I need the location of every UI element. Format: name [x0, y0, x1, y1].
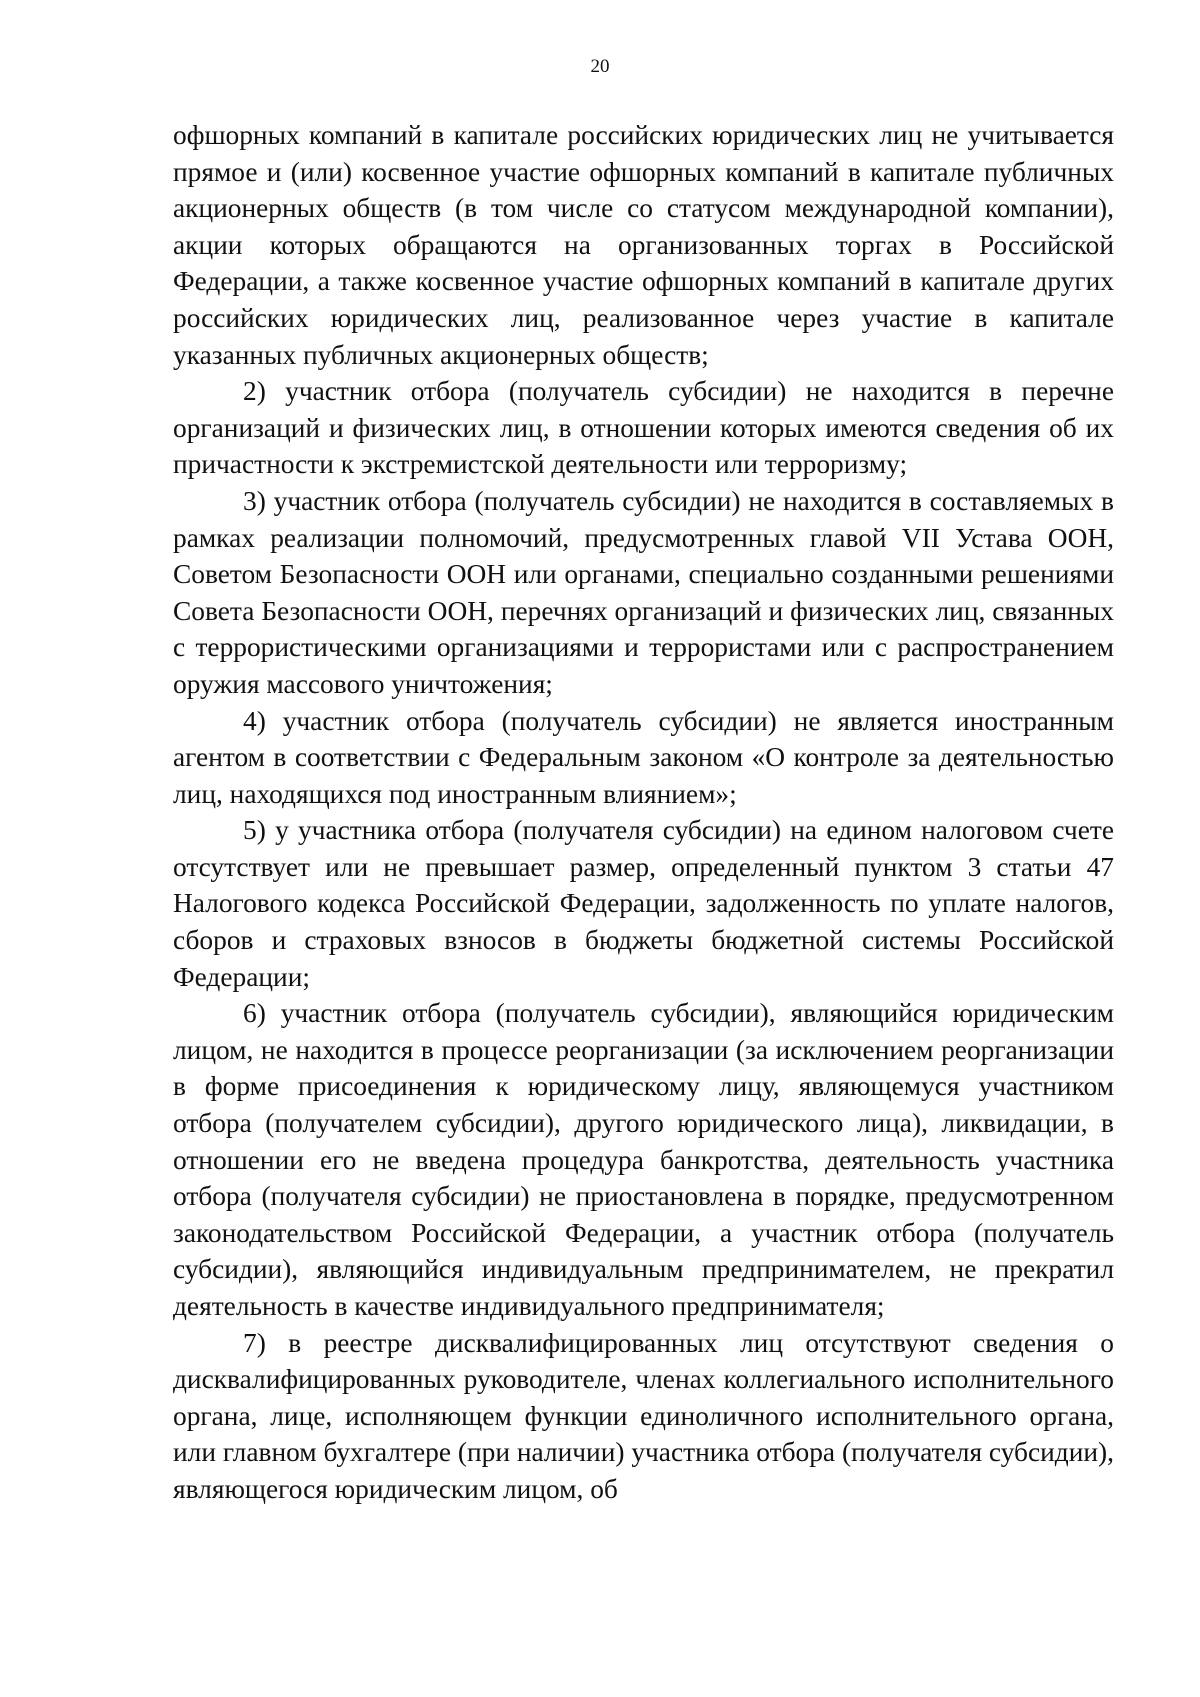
paragraph-item-5: 5) у участника отбора (получателя субсидии) на едином налоговом счете отсутствует или не превышает размер, определенный пунктом 3 статьи 47 Налогового кодекса Российской Федерации, задолженность по уплате налогов, сборов и страховых взносов в бюджеты бюджетной системы Российской Федерации; — [173, 815, 1114, 992]
paragraph-item-6: 6) участник отбора (получатель субсидии), являющийся юридическим лицом, не находится в процессе реорганизации (за исключением реорганизации в форме присоединения к юридическому лицу, являющемуся участником отбора (получателем субсидии), другого юридического лица), ликвидации, в отношении его не введена процедура банкротства, деятельность участника отбора (получателя субсидии) не приостановлена в порядке, предусмотренном законодательством Российской Федерации, а участник отбора (получатель субсидии), являющийся индивидуальным предпринимателем, не прекратил деятельность в качестве индивидуального предпринимателя; — [173, 998, 1114, 1321]
paragraph-item-4: 4) участник отбора (получатель субсидии) не является иностранным агентом в соответствии с Федеральным законом «О контроле за деятельностью лиц, находящихся под иностранным влиянием»; — [173, 705, 1114, 809]
paragraph-item-2: 2) участник отбора (получатель субсидии) не находится в перечне организаций и физических лиц, в отношении которых имеются сведения об их причастности к экстремистской деятельности или терроризму; — [173, 376, 1114, 480]
document-body — [173, 117, 1114, 1508]
paragraph-item-7: 7) в реестре дисквалифицированных лиц отсутствуют сведения о дисквалифицированных руководителе, членах коллегиального исполнительного органа, лице, исполняющем функции единоличного исполнительного органа, или главном бухгалтере (при наличии) участника отбора (получателя субсидии), являющегося юридическим лицом, об — [173, 1327, 1114, 1504]
paragraph-item-3: 3) участник отбора (получатель субсидии) не находится в составляемых в рамках реализации полномочий, предусмотренных главой VII Устава ООН, Советом Безопасности ООН или органами, специально созданными решениями Совета Безопасности ООН, перечнях организаций и физических лиц, связанных с террористическими организациями и террористами или с распространением оружия массового уничтожения; — [173, 485, 1114, 699]
paragraph-continuation-offshore: офшорных компаний в капитале российских юридических лиц не учитывается прямое и (или) косвенное участие офшорных компаний в капитале публичных акционерных обществ (в том числе со статусом международной компании), акции которых обращаются на организованных торгах в Российской Федерации, а также косвенное участие офшорных компаний в капитале других российских юридических лиц, реализованное через участие в капитале указанных публичных акционерных обществ; — [173, 120, 1114, 370]
page-number: 20 — [590, 56, 610, 77]
